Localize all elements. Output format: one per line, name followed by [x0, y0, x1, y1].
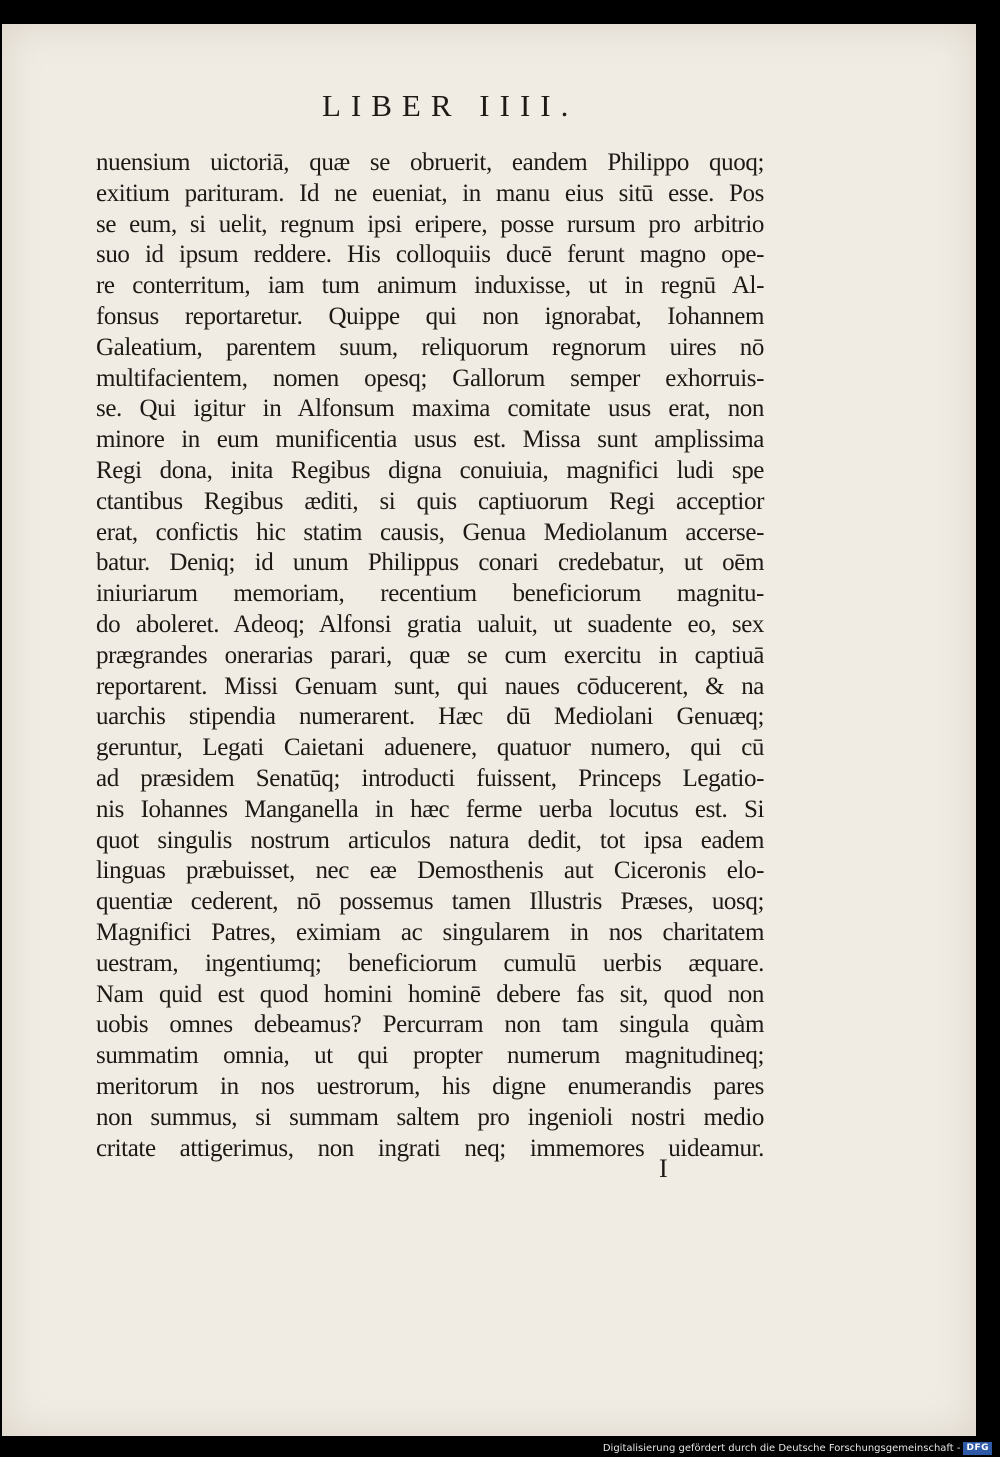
credit-text: Digitalisierung gefördert durch die Deutsche Forschungsgemeinschaft -: [602, 1442, 961, 1454]
text-line: linguas præbuisset, nec eæ Demosthenis aut Ciceronis elo-: [96, 857, 764, 885]
body-text: [96, 148, 764, 1164]
running-head: LIBER IIII.: [322, 88, 579, 123]
text-line: exitium parituram. Id ne eueniat, in manu eius sitū esse. Pos: [96, 179, 764, 207]
text-line: re conterritum, iam tum animum induxisse, ut in regnū Al-: [96, 272, 764, 300]
digitization-credit: [603, 1441, 992, 1455]
text-line: se eum, si uelit, regnum ipsi eripere, posse rursum pro arbitrio: [96, 210, 764, 238]
text-line: Nam quid est quod homini hominē debere fas sit, quod non: [96, 980, 764, 1008]
text-line: quentiæ cederent, nō possemus tamen Illustris Præses, uosq;: [96, 888, 764, 916]
text-line: reportarent. Missi Genuam sunt, qui naues cōducerent, & na: [96, 672, 764, 700]
text-line: erat, confictis hic statim causis, Genua Mediolanum accerse-: [96, 518, 764, 546]
text-line: uestram, ingentiumq; beneficiorum cumulū uerbis æquare.: [96, 949, 764, 977]
text-line: minore in eum munificentia usus est. Missa sunt amplissima: [96, 426, 764, 454]
dfg-logo: DFG: [963, 1442, 992, 1455]
text-line: batur. Deniq; id unum Philippus conari credebatur, ut oēm: [96, 549, 764, 577]
text-line: geruntur, Legati Caietani aduenere, quatuor numero, qui cū: [96, 734, 764, 762]
text-line: do aboleret. Adeoq; Alfonsi gratia ualuit, ut suadente eo, sex: [96, 610, 764, 638]
text-line: uarchis stipendia numerarent. Hæc dū Mediolani Genuæq;: [96, 703, 764, 731]
signature-mark: I: [659, 1154, 668, 1183]
text-line: Magnifici Patres, eximiam ac singularem in nos charitatem: [96, 918, 764, 946]
text-line: iniuriarum memoriam, recentium beneficiorum magnitu-: [96, 580, 764, 608]
text-line: suo id ipsum reddere. His colloquiis ducē ferunt magno ope-: [96, 241, 764, 269]
text-line: non summus, si summam saltem pro ingenioli nostri medio: [96, 1103, 764, 1131]
text-line: nuensium uictoriā, quæ se obruerit, eandem Philippo quoq;: [96, 149, 764, 176]
text-line: uobis omnes debeamus? Percurram non tam singula quàm: [96, 1011, 764, 1039]
text-line: meritorum in nos uestrorum, his digne enumerandis pares: [96, 1072, 764, 1100]
text-line: nis Iohannes Manganella in hæc ferme uerba locutus est. Si: [96, 795, 764, 823]
text-line: ad præsidem Senatūq; introducti fuissent, Princeps Legatio-: [96, 764, 764, 792]
text-line: Regi dona, inita Regibus digna conuiuia, magnifici ludi spe: [96, 456, 764, 484]
text-line: quot singulis nostrum articulos natura dedit, tot ipsa eadem: [96, 826, 764, 854]
text-line: se. Qui igitur in Alfonsum maxima comitate usus erat, non: [96, 395, 764, 423]
text-line: prægrandes onerarias parari, quæ se cum exercitu in captiuā: [96, 641, 764, 669]
text-line: summatim omnia, ut qui propter numerum magnitudineq;: [96, 1042, 764, 1070]
book-page: [2, 24, 976, 1436]
text-line: critate attigerimus, non ingrati neq; immemores uideamur.: [96, 1134, 764, 1162]
text-line: multifacientem, nomen opesq; Gallorum semper exhorruis-: [96, 364, 764, 392]
text-line: ctantibus Regibus æditi, si quis captiuorum Regi acceptior: [96, 487, 764, 515]
text-line: Galeatium, parentem suum, reliquorum regnorum uires nō: [96, 333, 764, 361]
text-line: fonsus reportaretur. Quippe qui non ignorabat, Iohannem: [96, 302, 764, 330]
